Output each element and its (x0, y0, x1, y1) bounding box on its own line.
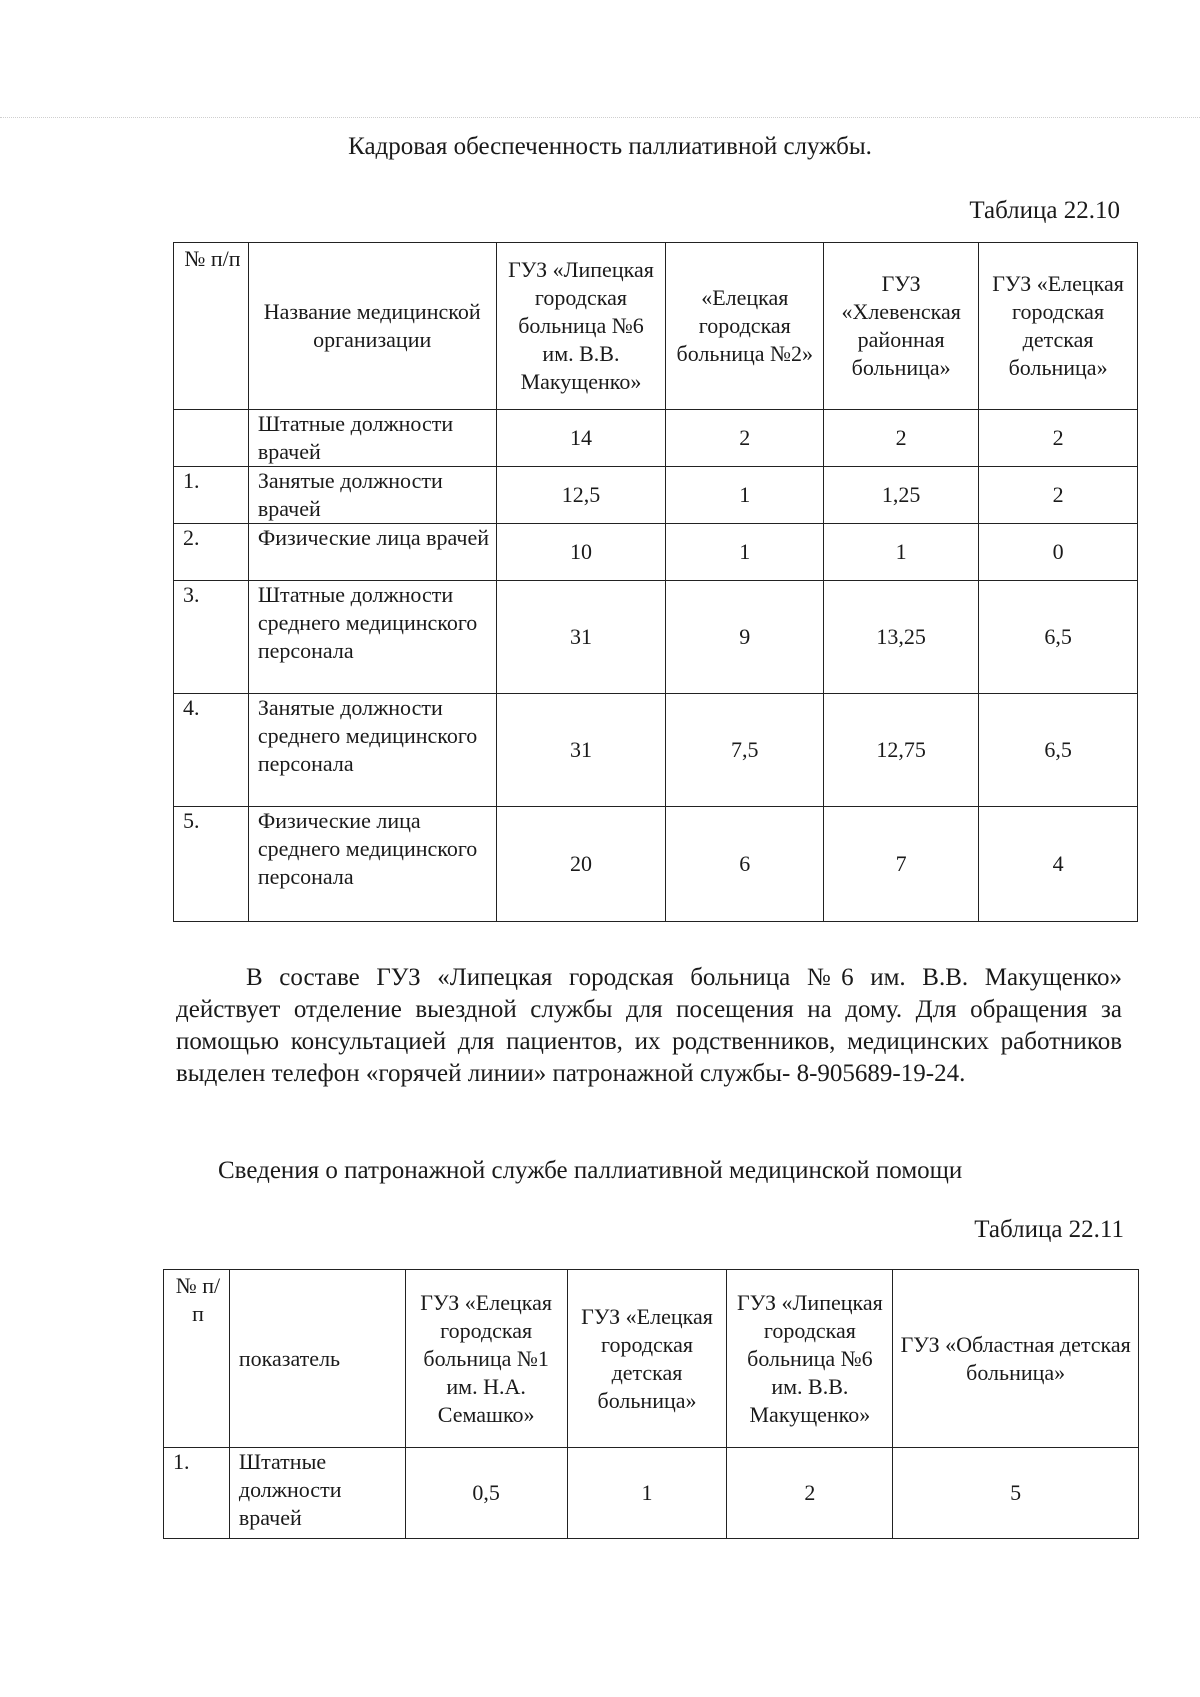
table-row (174, 410, 1138, 467)
row-number (174, 410, 249, 467)
patronage-table (163, 1269, 1139, 1539)
table-cell: 2 (666, 410, 824, 467)
table-cell: 2 (979, 410, 1138, 467)
table-cell: 31 (496, 581, 666, 694)
body-paragraph (176, 962, 1122, 1090)
row-label: Занятые должности среднего медицинского персонала (248, 694, 496, 807)
table-cell: 0,5 (405, 1448, 567, 1539)
table-cell: 7 (824, 807, 979, 922)
table-cell: 2 (979, 467, 1138, 524)
row-label: Штатные должности врачей (248, 410, 496, 467)
table-cell: 9 (666, 581, 824, 694)
table-header-row (174, 243, 1138, 410)
table-cell: 14 (496, 410, 666, 467)
header-cell: ГУЗ «Липецкая городская больница №6 им. В.В. Макущенко» (727, 1270, 893, 1448)
header-cell: ГУЗ «Елецкая городская детская больница» (979, 243, 1138, 410)
header-cell: № п/п (164, 1270, 230, 1448)
table1-caption: Таблица 22.10 (969, 197, 1120, 224)
table-row (164, 1448, 1139, 1539)
table-cell: 13,25 (824, 581, 979, 694)
header-cell: показатель (229, 1270, 405, 1448)
table-header-row (164, 1270, 1139, 1448)
table-row (174, 524, 1138, 581)
table-cell: 1 (666, 467, 824, 524)
table-cell: 10 (496, 524, 666, 581)
header-cell: ГУЗ «Елецкая городская больница №1 им. Н.А. Семашко» (405, 1270, 567, 1448)
header-cell: ГУЗ «Липецкая городская больница №6 им. В.В. Макущенко» (496, 243, 666, 410)
table-cell: 1 (824, 524, 979, 581)
header-cell: «Елецкая городская больница №2» (666, 243, 824, 410)
header-cell: Название медицинской организации (248, 243, 496, 410)
row-number: 5. (174, 807, 249, 922)
table-cell: 1 (567, 1448, 727, 1539)
table-cell: 4 (979, 807, 1138, 922)
table-row (174, 694, 1138, 807)
table-cell: 1 (666, 524, 824, 581)
table-cell: 2 (727, 1448, 893, 1539)
header-cell: ГУЗ «Елецкая городская детская больница» (567, 1270, 727, 1448)
header-cell: № п/п (174, 243, 249, 410)
table-cell: 12,5 (496, 467, 666, 524)
row-number: 3. (174, 581, 249, 694)
table-cell: 7,5 (666, 694, 824, 807)
table-row (174, 581, 1138, 694)
section1-title: Кадровая обеспеченность паллиативной службы. (348, 133, 872, 160)
row-label: Штатные должности врачей (229, 1448, 405, 1539)
header-cell: ГУЗ «Областная детская больница» (893, 1270, 1139, 1448)
row-number: 1. (164, 1448, 230, 1539)
paragraph-text: В составе ГУЗ «Липецкая городская больница №6 им. В.В. Макущенко» действует отделение выездной службы для посещения на дому. Для обращения за помощью консультацией для пациентов, их родственников, медицинских работников выделен телефон «горячей линии» патронажной службы- 8-905689-19-24. (176, 964, 1122, 1087)
header-cell: ГУЗ «Хлевенская районная больница» (824, 243, 979, 410)
table-row (174, 467, 1138, 524)
row-number: 1. (174, 467, 249, 524)
staffing-table (173, 242, 1138, 922)
table-row (174, 807, 1138, 922)
table-cell: 31 (496, 694, 666, 807)
section2-title: Сведения о патронажной службе паллиативной медицинской помощи (218, 1157, 963, 1184)
table-cell: 5 (893, 1448, 1139, 1539)
row-label: Физические лица среднего медицинского персонала (248, 807, 496, 922)
scan-artifact-line (0, 117, 1200, 118)
table-cell: 12,75 (824, 694, 979, 807)
table-cell: 1,25 (824, 467, 979, 524)
table-cell: 2 (824, 410, 979, 467)
table-cell: 0 (979, 524, 1138, 581)
row-label: Физические лица врачей (248, 524, 496, 581)
row-number: 2. (174, 524, 249, 581)
row-number: 4. (174, 694, 249, 807)
table-cell: 20 (496, 807, 666, 922)
table-cell: 6,5 (979, 581, 1138, 694)
table-cell: 6 (666, 807, 824, 922)
row-label: Штатные должности среднего медицинского персонала (248, 581, 496, 694)
table-cell: 6,5 (979, 694, 1138, 807)
table2-caption: Таблица 22.11 (974, 1216, 1124, 1243)
row-label: Занятые должности врачей (248, 467, 496, 524)
